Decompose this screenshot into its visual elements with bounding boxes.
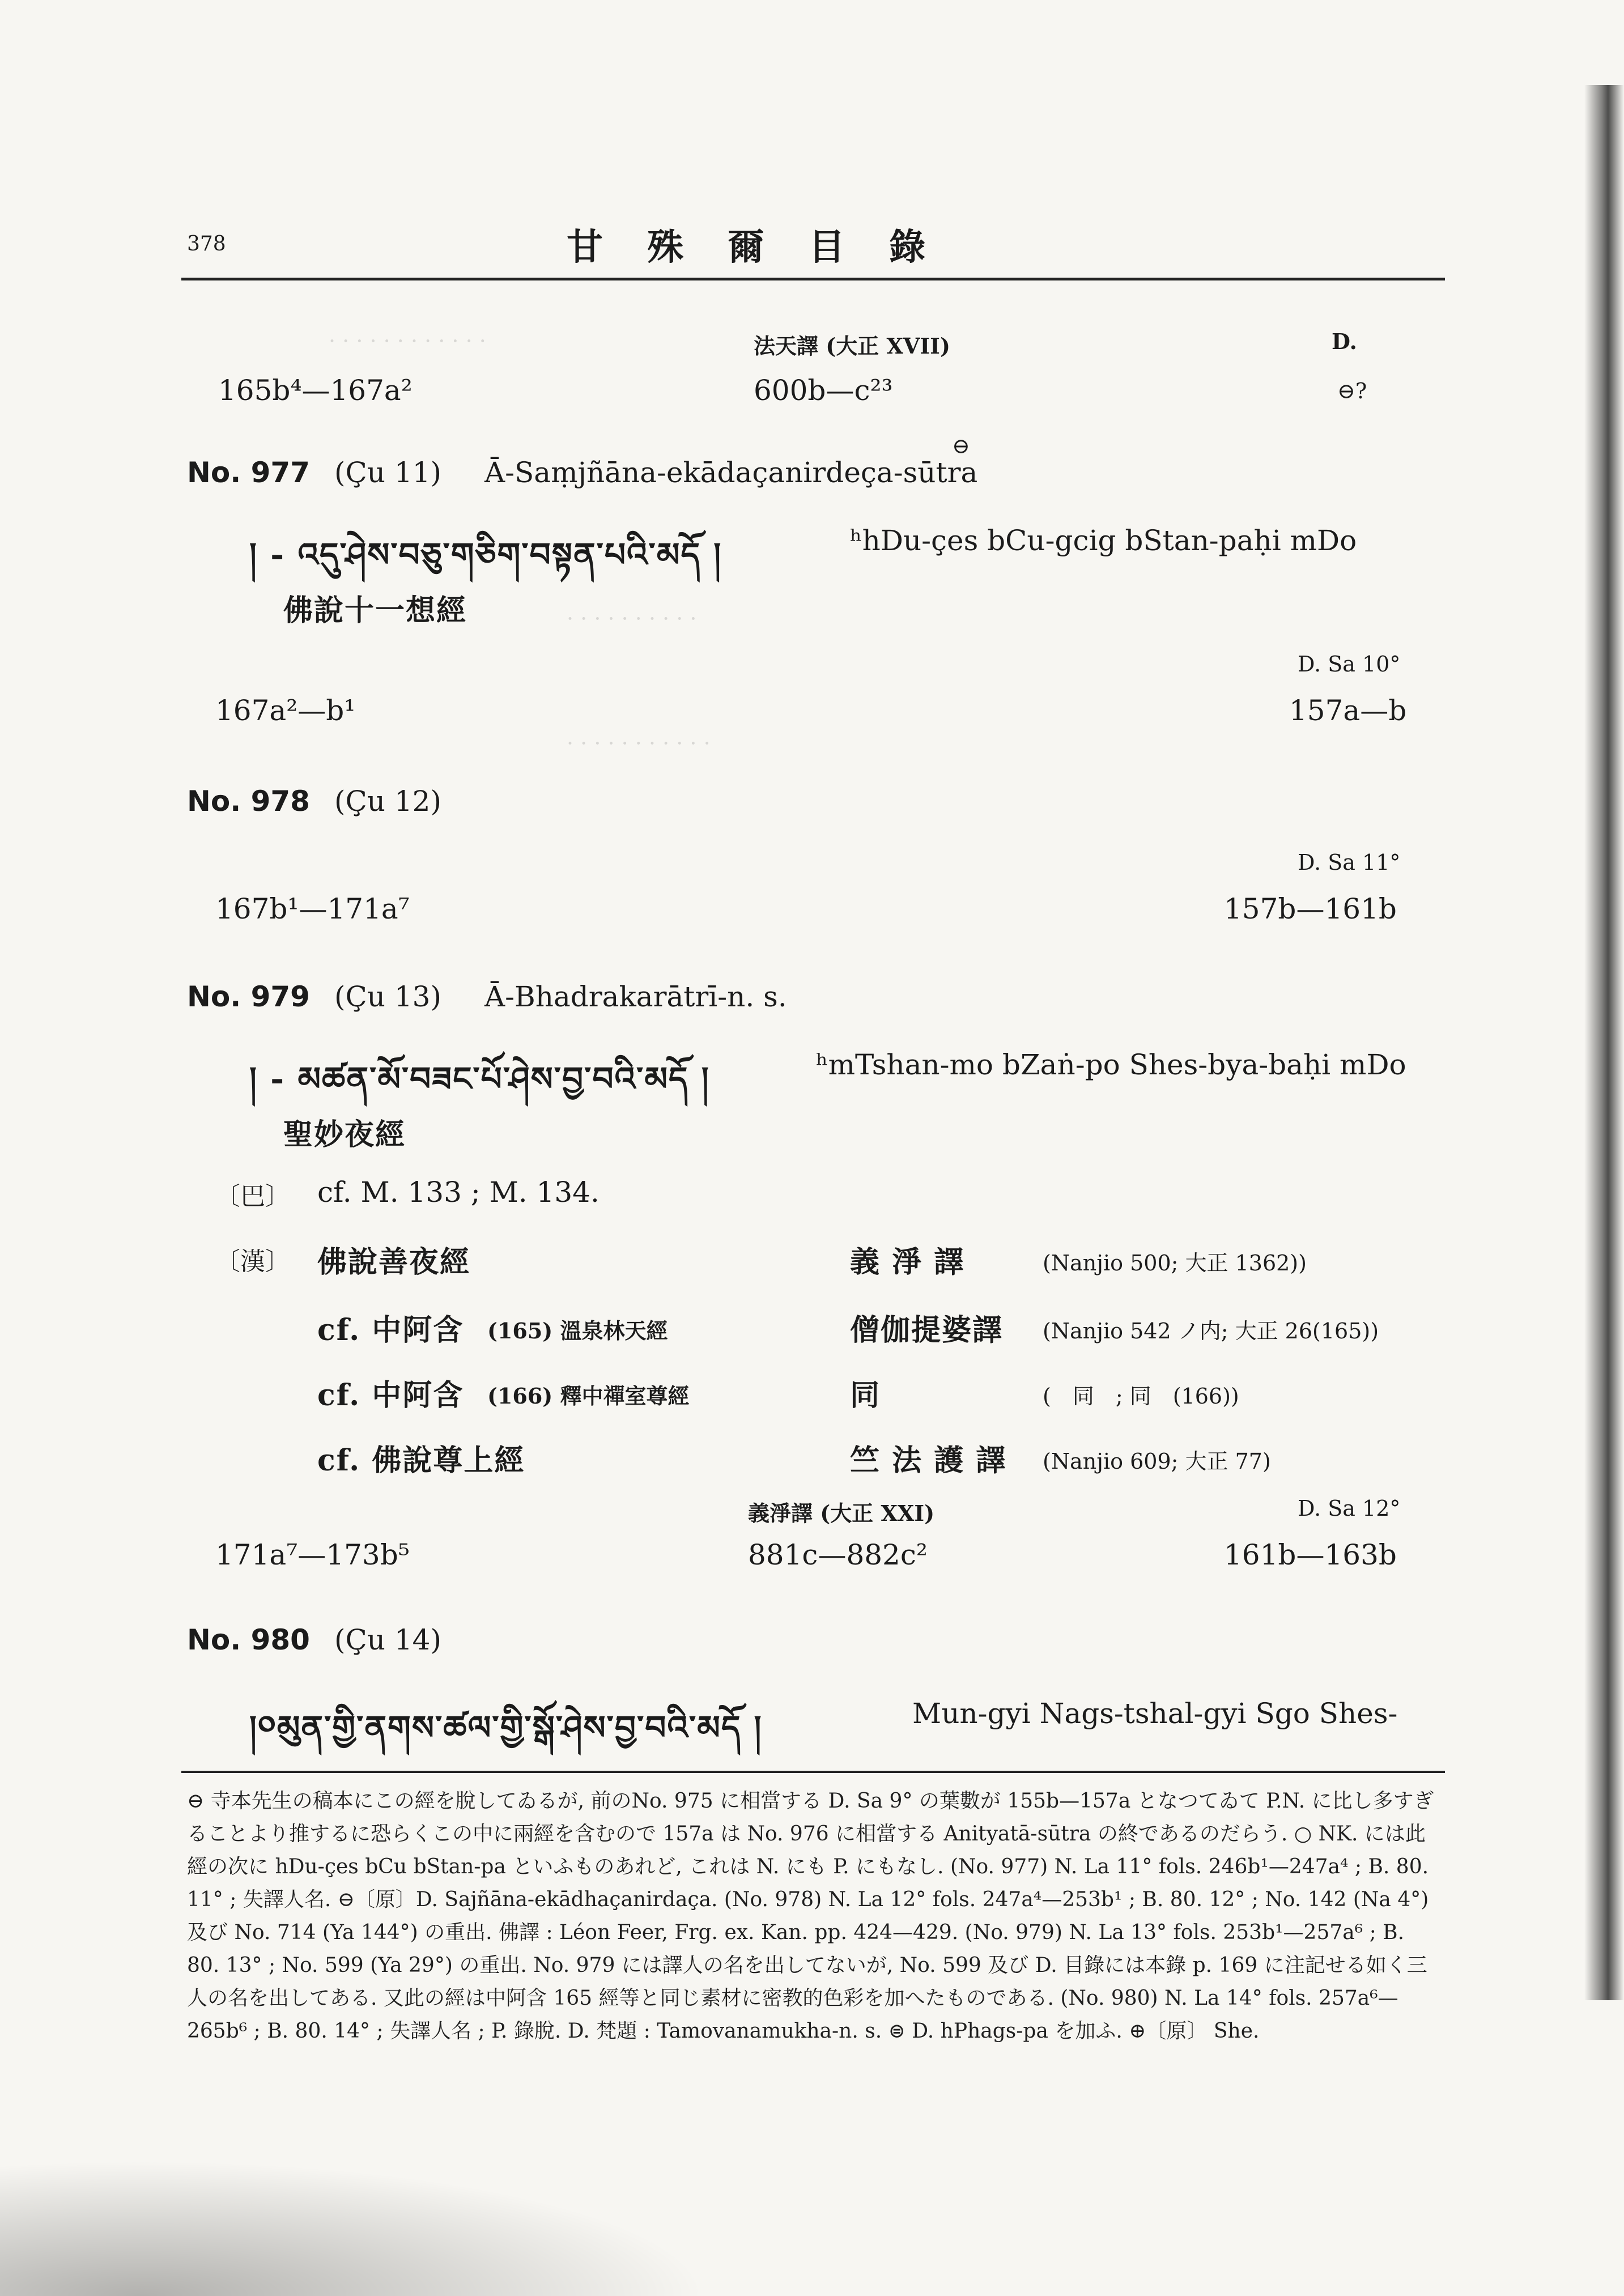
entry-folio-mid: 881c—882c² bbox=[748, 1538, 928, 1571]
entry-chinese-title: 佛說十一想經 bbox=[283, 593, 467, 628]
pali-tag: 〔巴〕 bbox=[215, 1182, 290, 1211]
bleed-through-text: · · · · · · · · · · · · bbox=[329, 329, 486, 354]
page-title: 甘 殊 爾 目 錄 bbox=[567, 226, 942, 269]
han-title: cf. 中阿含 bbox=[317, 1313, 464, 1347]
han-subtitle: (166) 釋中禪室尊經 bbox=[487, 1383, 690, 1409]
scan-corner-noise bbox=[0, 2160, 708, 2296]
bleed-through-text: · · · · · · · · · · · bbox=[567, 731, 711, 756]
han-title: cf. 佛說尊上經 bbox=[317, 1443, 525, 1478]
folio-mid: 600b—c²³ bbox=[754, 374, 893, 407]
entry-transliteration: Mun-gyi Nags-tshal-gyi Sgo Shes- bbox=[912, 1697, 1398, 1730]
han-note: (Nanjio 542 ノ内; 大正 26(165)) bbox=[1043, 1319, 1379, 1343]
entry-number: No. 978 bbox=[187, 785, 310, 818]
entry-tibetan-title: ། - མཚན་མོ་བཟང་པོ་ཤེས་བྱ་བའི་མདོ ། bbox=[249, 1060, 710, 1098]
entry-cu: (Çu 14) bbox=[334, 1623, 441, 1656]
entry-folio-right: 161b—163b bbox=[1224, 1538, 1397, 1571]
han-translator: 僧伽提婆譯 bbox=[850, 1313, 1004, 1347]
page-number: 378 bbox=[187, 232, 226, 256]
han-title: 佛說善夜經 bbox=[317, 1245, 471, 1279]
han-note: ( 同 ; 同 (166)) bbox=[1043, 1384, 1239, 1409]
entry-tibetan-title: ། - འདུ་ཤེས་བཅུ་གཅིག་བསྟན་པའི་མདོ ། bbox=[249, 535, 722, 574]
entry-folio-right: 157a—b bbox=[1289, 694, 1407, 727]
entry-folio-right: 157b—161b bbox=[1224, 892, 1397, 925]
entry-folio-left: 167a²—b¹ bbox=[215, 694, 356, 727]
translator-note: 法天譯 (大正 XVII) bbox=[754, 333, 950, 359]
entry-cu: (Çu 13) bbox=[334, 980, 441, 1013]
entry-chinese-title: 聖妙夜經 bbox=[283, 1117, 406, 1152]
entry-d-ref: D. Sa 10° bbox=[1298, 652, 1401, 677]
yijing-note: 義淨譯 (大正 XXI) bbox=[748, 1500, 935, 1526]
han-tag: 〔漢〕 bbox=[215, 1247, 290, 1276]
folio-left: 165b⁴—167a² bbox=[218, 374, 413, 407]
mark-right: ⊖? bbox=[1337, 379, 1367, 403]
entry-d-ref: D. Sa 11° bbox=[1298, 850, 1401, 875]
han-translator: 同 bbox=[850, 1378, 881, 1413]
han-translator: 竺 法 護 譯 bbox=[850, 1443, 1007, 1478]
scan-edge-shadow bbox=[1584, 85, 1624, 2000]
header-rule bbox=[181, 278, 1445, 280]
entry-d-ref: D. Sa 12° bbox=[1298, 1496, 1401, 1521]
han-translator: 義 淨 譯 bbox=[850, 1245, 965, 1279]
han-subtitle: (165) 溫泉林天經 bbox=[487, 1318, 668, 1343]
entry-number: No. 980 bbox=[187, 1623, 310, 1656]
entry-number: No. 979 bbox=[187, 980, 310, 1013]
han-note: (Nanjio 609; 大正 77) bbox=[1043, 1449, 1271, 1474]
entry-cu: (Çu 12) bbox=[334, 785, 441, 818]
entry-transliteration: ʰmTshan-mo bZaṅ-po Shes-bya-baḥi mDo bbox=[816, 1048, 1406, 1081]
pali-reference: cf. M. 133 ; M. 134. bbox=[317, 1176, 600, 1209]
entry-transliteration: ʰhDu-çes bCu-gcig bStan-paḥi mDo bbox=[850, 524, 1357, 557]
entry-tibetan-title: །༠མུན་གྱི་ནགས་ཚལ་གྱི་སྒོ་ཤེས་བྱ་བའི་མདོ ། bbox=[249, 1708, 763, 1747]
han-title: cf. 中阿含 bbox=[317, 1378, 464, 1413]
circle-mark: ⊖ bbox=[952, 433, 970, 458]
entry-number: No. 977 bbox=[187, 456, 310, 489]
entry-sanskrit-title: Ā-Saṃjñāna-ekādaçanirdeça-sūtra bbox=[484, 456, 978, 489]
entry-folio-left: 171a⁷—173b⁵ bbox=[215, 1538, 410, 1571]
footnote-block: ⊖ 寺本先生の稿本にこの經を脫してゐるが, 前のNo. 975 に相當する D. Sa 9° の葉數が 155b—157a となつてゐて P.N. に比し多すぎることより推するに恐らくこの中に兩經を含むので 157a は No. 976 に相當する Anityatā-sūtra の終であるのだらう. ○ NK. には此經の次に hDu-çes bCu bStan-pa といふものあれど, これは N. にも P. にもなし. (No. 977) N. La 11° fols. 246b¹—247a⁴ ; B. 80. 11° ; 失譯人名. ⊖〔原〕D. Sajñāna-ekādhaçanirdaça. (No. 978) N. La 12° fols. 247a⁴—253b¹ ; B. 80. 12° ; No. 142 (Na 4°) 及び No. 714 (Ya 144°) の重出. 佛譯 : Léon Feer, Frg. ex. Kan. pp. 424—429. (No. 979) N. La 13° fols. 253b¹—257a⁶ ; B. 80. 13° ; No. 599 (Ya 29°) の重出. No. 979 には譯人の名を出してないが, No. 599 及び D. 目錄には本錄 p. 169 に注記せる如く三人の名を出してある. 又此の經は中阿含 165 經等と同じ素材に密教的色彩を加へたものである. (No. 980) N. La 14° fols. 257a⁶—265b⁶ ; B. 80. 14° ; 失譯人名 ; P. 錄脫. D. 梵題 : Tamovanamukha-n. s. ⊜ D. hPhags-pa を加ふ. ⊕〔原〕 She. bbox=[187, 1789, 1434, 2043]
entry-folio-left: 167b¹—171a⁷ bbox=[215, 892, 410, 925]
footnote-rule bbox=[181, 1771, 1445, 1773]
han-note: (Nanjio 500; 大正 1362)) bbox=[1043, 1251, 1307, 1275]
d-label: D. bbox=[1332, 329, 1357, 354]
entry-sanskrit-title: Ā-Bhadrakarātrī-n. s. bbox=[484, 980, 787, 1013]
entry-cu: (Çu 11) bbox=[334, 456, 441, 489]
bleed-through-text: · · · · · · · · · · bbox=[567, 606, 697, 631]
